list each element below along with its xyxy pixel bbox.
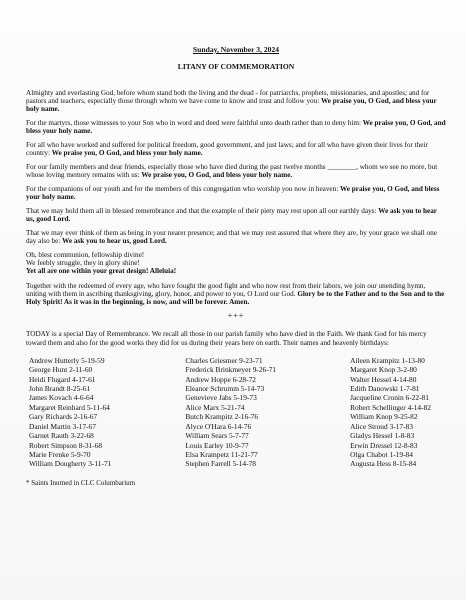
petition-response: We praise you, O God, and bless your holy name. (26, 184, 440, 202)
name-entry: William Sears 5-7-77 (185, 431, 249, 441)
name-entry: Daniel Martin 3-17-67 (29, 421, 96, 431)
name-entry: William Dougherty 3-11-71 (29, 459, 112, 469)
litany-petition (26, 185, 446, 202)
petition-text: For the companions of our youth and for the members of this congregation who worship you now in heaven: (26, 184, 340, 193)
name-entry: Genevieve Jabs 5-19-73 (185, 393, 257, 403)
name-entry: Gladys Hessel 1-8-83 (350, 431, 415, 441)
petition-text: That we may hold them all in blessed remembrance and that the example of their piety may rest upon all our earthly days: (26, 206, 379, 215)
name-entry: John Brandt 8-25-61 (29, 384, 91, 394)
name-entry: Olga Chabot 1-19-84 (350, 449, 413, 459)
names-column-2 (185, 356, 276, 469)
name-entry: Frederick Brinkmeyer 9-26-71 (185, 365, 277, 375)
document-content (26, 46, 446, 487)
litany-section (26, 89, 446, 246)
name-entry: Andrew Hoppe 6-28-72 (185, 374, 256, 384)
name-entry: Louis Earley 10-9-77 (185, 440, 249, 450)
litany-petition (26, 89, 446, 114)
name-entry: George Hunt 2-11-60 (29, 365, 93, 375)
poem-line-3: Yet all are one within your great design! Alleluia! (26, 267, 177, 276)
litany-petition (26, 229, 446, 246)
section-separator: +++ (227, 310, 245, 320)
name-entry: Margaret Knop 3-2-80 (350, 365, 417, 375)
litany-petition (26, 207, 446, 224)
name-entry: Marie Frenke 5-9-70 (29, 449, 91, 459)
poem-line-1: Oh, blest communion, fellowship divine! (26, 250, 145, 259)
litany-title: LITANY OF COMMEMORATION (177, 62, 295, 72)
name-entry: Charles Griesmer 9-23-71 (185, 355, 263, 365)
petition-response: We praise you, O God, and bless your holy name. (26, 96, 437, 114)
name-entry: Edith Danowski 1-7-81 (350, 384, 420, 394)
petition-text: For our family members and dear friends, especially those who have died during the past twelve months ________, whom we see no more, but whose loving memory remains with us: (26, 162, 438, 180)
name-entry: Butch Krampitz 2-16-76 (185, 412, 259, 422)
litany-petition (26, 119, 446, 136)
name-entry: Margaret Reinhard 5-11-64 (29, 402, 110, 412)
poem-verse (26, 251, 446, 276)
petition-text: That we may ever think of them as being in your nearer presence; and that we may rest assured that where they are, by your grace we shall one day also be: (26, 228, 437, 246)
petition-text: For the martyrs, those witnesses to your Son who in word and deed were faithful unto death rather than to deny him: (26, 118, 363, 127)
names-column-1 (29, 356, 111, 469)
names-column-3 (350, 356, 431, 469)
name-entry: Heidi Flugard 4-17-61 (29, 374, 96, 384)
poem-line-2: We feebly struggle, they in glory shine! (26, 259, 140, 268)
name-entry: Walter Hessel 4-14-80 (350, 374, 417, 384)
petition-text: For all who have worked and suffered for political freedom, good government, and just laws; and for all who have given their lives for their country: (26, 140, 428, 158)
remembrance-intro: TODAY is a special Day of Remembrance. We recall all those in our parish family who have died in the Faith. We thank God for his mercy toward them and also for the good works they did for us during their years here on earth. Their names and heavenly birthdays: (26, 330, 427, 347)
name-entry: Eleanor Schrumm 5-14-73 (185, 384, 265, 394)
name-entry: Augusta Hess 8-15-84 (350, 459, 417, 469)
name-entry: Alice Stroud 3-17-83 (350, 421, 413, 431)
petition-response: We ask you to hear us, good Lord. (62, 237, 167, 246)
name-entry: Elsa Krampetz 11-21-77 (185, 449, 258, 459)
name-entry: Garnet Rauth 3-22-68 (29, 431, 94, 441)
footnote: * Saints Inurned in CLC Columbarium (26, 478, 136, 487)
closing-text: Together with the redeemed of every age, who have fought the good fight and who now rest from their labors, we join our unending hymn, uniting with them in ascribing thanksgiving, glory, honor, and power to you, O Lord our God. (26, 281, 426, 298)
name-entry: Robert Simpson 8-31-68 (29, 440, 103, 450)
name-entry: Jacqueline Cronin 6-22-81 (350, 393, 429, 403)
names-list (29, 356, 431, 469)
name-entry: William Knop 9-25-82 (350, 412, 418, 422)
name-entry: Stephen Farrell 5-14-78 (185, 459, 256, 469)
name-entry: Robert Schellinger 4-14-82 (350, 402, 431, 412)
service-date: Sunday, November 3, 2024 (192, 45, 280, 54)
name-entry: Andrew Hutterly 5-19-59 (29, 355, 105, 365)
petition-response: We praise you, O God, and bless your holy name. (26, 118, 446, 136)
name-entry: Aileen Krampitz 1-13-80 (350, 355, 425, 365)
petition-response: We praise you, O God, and bless your holy name. (51, 149, 203, 158)
name-entry: James Kovach 4-6-64 (29, 393, 94, 403)
litany-petition (26, 141, 446, 158)
closing-paragraph (26, 282, 446, 307)
name-entry: Erwin Dressel 12-8-83 (350, 440, 418, 450)
name-entry: Alice Marx 5-21-74 (185, 402, 245, 412)
name-entry: Gary Richards 2-16-67 (29, 412, 98, 422)
petition-text: Almighty and everlasting God, before whom stand both the living and the dead - for patriarchs, prophets, missionaries, and apostles; and for pastors and teachers, especially those through whom we have come to know and trust and follow you: (26, 88, 430, 105)
petition-response: We praise you, O God, and bless your holy name. (141, 171, 293, 180)
name-entry: Alyce O'Hara 6-14-76 (185, 421, 252, 431)
petition-response: We ask you to hear us, good Lord. (26, 206, 437, 224)
litany-petition (26, 163, 446, 180)
closing-response: Glory be to the Father and to the Son and to the Holy Spirit! As it was in the beginning, is now, and will be forever. Amen. (26, 289, 445, 307)
